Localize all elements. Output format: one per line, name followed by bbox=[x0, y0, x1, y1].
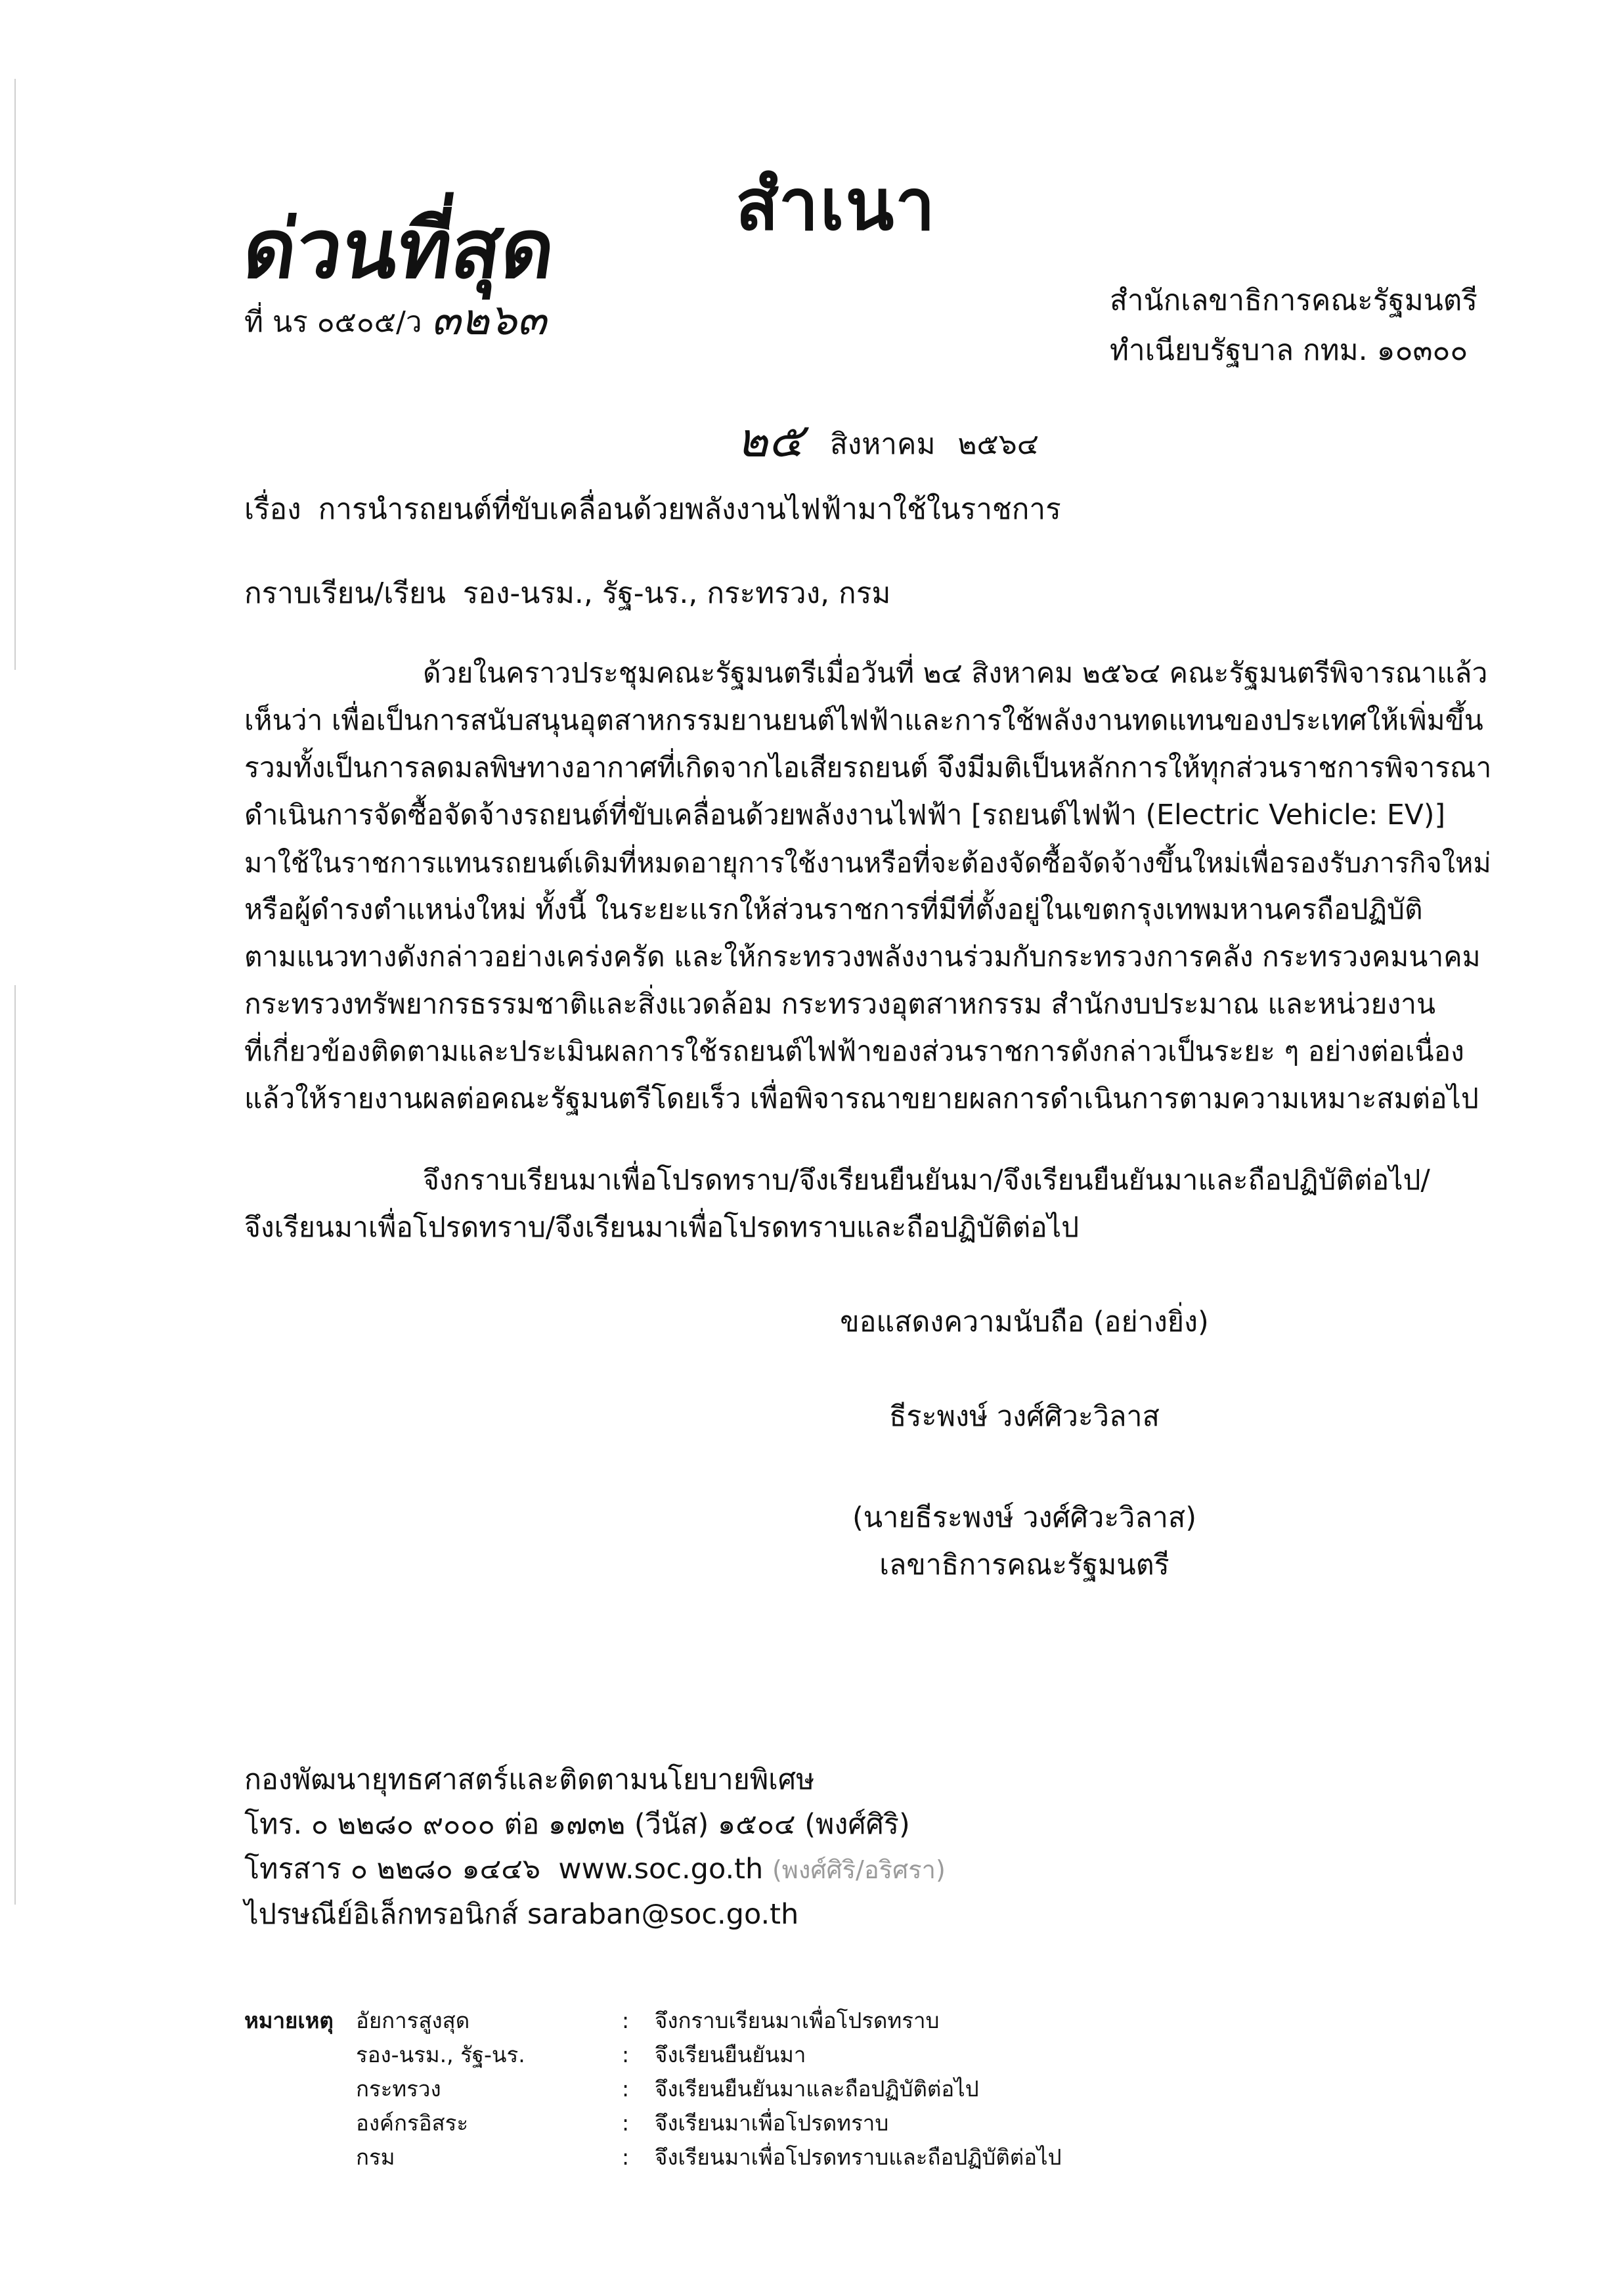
date-year: ๒๕๖๔ bbox=[957, 428, 1039, 461]
remark-action: จึงเรียนยืนยันมา bbox=[655, 2042, 806, 2067]
document-date bbox=[737, 399, 1039, 475]
addressee-label: กราบเรียน/เรียน bbox=[244, 577, 446, 610]
remarks-label: หมายเหตุ bbox=[244, 2008, 334, 2033]
salutation: ขอแสดงความนับถือ (อย่างยิ่ง) bbox=[840, 1306, 1209, 1338]
body-line: ด้วยในคราวประชุมคณะรัฐมนตรีเมื่อวันที่ ๒๔ สิงหาคม ๒๕๖๔ คณะรัฐมนตรีพิจารณาแล้ว bbox=[423, 657, 1488, 690]
closing-line: จึงกราบเรียนมาเพื่อโปรดทราบ/จึงเรียนยืนยันมา/จึงเรียนยืนยันมาและถือปฏิบัติต่อไป/ bbox=[423, 1164, 1430, 1197]
phone-line: โทร. ๐ ๒๒๘๐ ๙๐๐๐ ต่อ ๑๗๓๒ (วีนัส) ๑๕๐๔ (พงศ์ศิริ) bbox=[244, 1808, 910, 1841]
fax-line bbox=[244, 1847, 946, 1892]
sender-address bbox=[1110, 276, 1477, 376]
website-link[interactable]: www.soc.go.th bbox=[558, 1853, 764, 1886]
body-line: ที่เกี่ยวข้องติดตามและประเมินผลการใช้รถยนต์ไฟฟ้าของส่วนราชการดังกล่าวเป็นระยะ ๆ อย่างต่อเนื่อง bbox=[244, 1036, 1464, 1068]
signed-name: ธีระพงษ์ วงศ์ศิวะวิลาส bbox=[889, 1400, 1160, 1433]
signer-position: เลขาธิการคณะรัฐมนตรี bbox=[879, 1549, 1170, 1581]
body-line: แล้วให้รายงานผลต่อคณะรัฐมนตรีโดยเร็ว เพื่อพิจารณาขยายผลการดำเนินการตามความเหมาะสมต่อไป bbox=[244, 1083, 1479, 1115]
addressee-line bbox=[244, 570, 890, 616]
subject-label: เรื่อง bbox=[244, 493, 301, 526]
email-line: ไปรษณีย์อิเล็กทรอนิกส์ saraban@soc.go.th bbox=[244, 1898, 799, 1931]
remark-row bbox=[356, 2106, 888, 2140]
remark-action: จึงกราบเรียนมาเพื่อโปรดทราบ bbox=[655, 2008, 940, 2033]
remark-action: จึงเรียนมาเพื่อโปรดทราบ bbox=[655, 2110, 889, 2136]
body-line: ตามแนวทางดังกล่าวอย่างเคร่งครัด และให้กระทรวงพลังงานร่วมกับกระทรวงการคลัง กระทรวงคมนาคม bbox=[244, 941, 1481, 973]
body-paragraph bbox=[244, 650, 1492, 1123]
body-line: กระทรวงทรัพยากรธรรมชาติและสิ่งแวดล้อม กระทรวงอุตสาหกรรม สำนักงบประมาณ และหน่วยงาน bbox=[244, 988, 1436, 1021]
date-day: ๒๕ bbox=[737, 412, 804, 468]
remark-recipient: รอง-นรม., รัฐ-นร. bbox=[356, 2042, 525, 2067]
copy-stamp: สำเนา bbox=[735, 164, 936, 246]
closing-paragraph bbox=[244, 1157, 1492, 1252]
remark-row bbox=[356, 2003, 939, 2038]
body-line: เห็นว่า เพื่อเป็นการสนับสนุนอุตสาหกรรมยานยนต์ไฟฟ้าและการใช้พลังงานทดแทนของประเทศให้เพิ่มขึ้น bbox=[244, 705, 1483, 737]
scan-edge-mark bbox=[14, 985, 16, 1905]
remark-recipient: กรม bbox=[356, 2144, 395, 2170]
document-number-prefix: ที่ นร ๐๕๐๕/ว bbox=[244, 305, 422, 339]
document-number bbox=[244, 282, 546, 351]
fax-number: โทรสาร ๐ ๒๒๘๐ ๑๔๔๖ bbox=[244, 1853, 541, 1886]
remark-colon: : bbox=[622, 2144, 630, 2170]
division-name: กองพัฒนายุทธศาสตร์และติดตามนโยบายพิเศษ bbox=[244, 1763, 815, 1796]
sender-office: สำนักเลขาธิการคณะรัฐมนตรี bbox=[1110, 284, 1477, 317]
addressee-text: รอง-นรม., รัฐ-นร., กระทรวง, กรม bbox=[462, 577, 891, 610]
remark-colon: : bbox=[622, 2076, 630, 2102]
remark-recipient: กระทรวง bbox=[356, 2076, 441, 2102]
remark-recipient: อัยการสูงสุด bbox=[356, 2008, 470, 2033]
subject-line bbox=[244, 486, 1061, 532]
contact-footer bbox=[244, 1757, 946, 1937]
remark-row bbox=[356, 2037, 806, 2072]
remark-row bbox=[356, 2140, 1062, 2175]
body-line: หรือผู้ดำรงตำแหน่งใหม่ ทั้งนี้ ในระยะแรกให้ส่วนราชการที่มีที่ตั้งอยู่ในเขตกรุงเทพมหานครถือปฏิบัติ bbox=[244, 894, 1423, 926]
remark-colon: : bbox=[622, 2042, 630, 2067]
date-month: สิงหาคม bbox=[829, 428, 936, 461]
remark-row bbox=[356, 2071, 979, 2106]
body-line: รวมทั้งเป็นการลดมลพิษทางอากาศที่เกิดจากไอเสียรถยนต์ จึงมีมติเป็นหลักการให้ทุกส่วนราชการพิจารณา bbox=[244, 752, 1492, 784]
body-line: มาใช้ในราชการแทนรถยนต์เดิมที่หมดอายุการใช้งานหรือที่จะต้องจัดซื้อจัดจ้างขึ้นใหม่เพื่อรองรับภารกิจใหม่ bbox=[244, 847, 1491, 879]
remark-recipient: องค์กรอิสระ bbox=[356, 2110, 469, 2136]
sender-location: ทำเนียบรัฐบาล กทม. ๑๐๓๐๐ bbox=[1110, 334, 1468, 367]
remark-action: จึงเรียนมาเพื่อโปรดทราบและถือปฏิบัติต่อไป bbox=[655, 2144, 1062, 2170]
remark-colon: : bbox=[622, 2110, 630, 2136]
remark-colon: : bbox=[622, 2008, 630, 2033]
body-line: ดำเนินการจัดซื้อจัดจ้างรถยนต์ที่ขับเคลื่อนด้วยพลังงานไฟฟ้า [รถยนต์ไฟฟ้า (Electric Vehicle: EV)] bbox=[244, 799, 1446, 831]
initials-note: (พงศ์ศิริ/อริศรา) bbox=[772, 1855, 946, 1884]
subject-text: การนำรถยนต์ที่ขับเคลื่อนด้วยพลังงานไฟฟ้ามาใช้ในราชการ bbox=[318, 493, 1061, 526]
scan-edge-mark bbox=[14, 79, 16, 670]
closing-line: จึงเรียนมาเพื่อโปรดทราบ/จึงเรียนมาเพื่อโปรดทราบและถือปฏิบัติต่อไป bbox=[244, 1212, 1080, 1244]
remark-action: จึงเรียนยืนยันมาและถือปฏิบัติต่อไป bbox=[655, 2076, 979, 2102]
urgency-stamp: ด่วนที่สุด bbox=[237, 202, 561, 297]
signer-full-name: (นายธีระพงษ์ วงศ์ศิวะวิลาส) bbox=[852, 1501, 1196, 1534]
document-number-handwritten: ๓๒๖๓ bbox=[431, 294, 547, 345]
